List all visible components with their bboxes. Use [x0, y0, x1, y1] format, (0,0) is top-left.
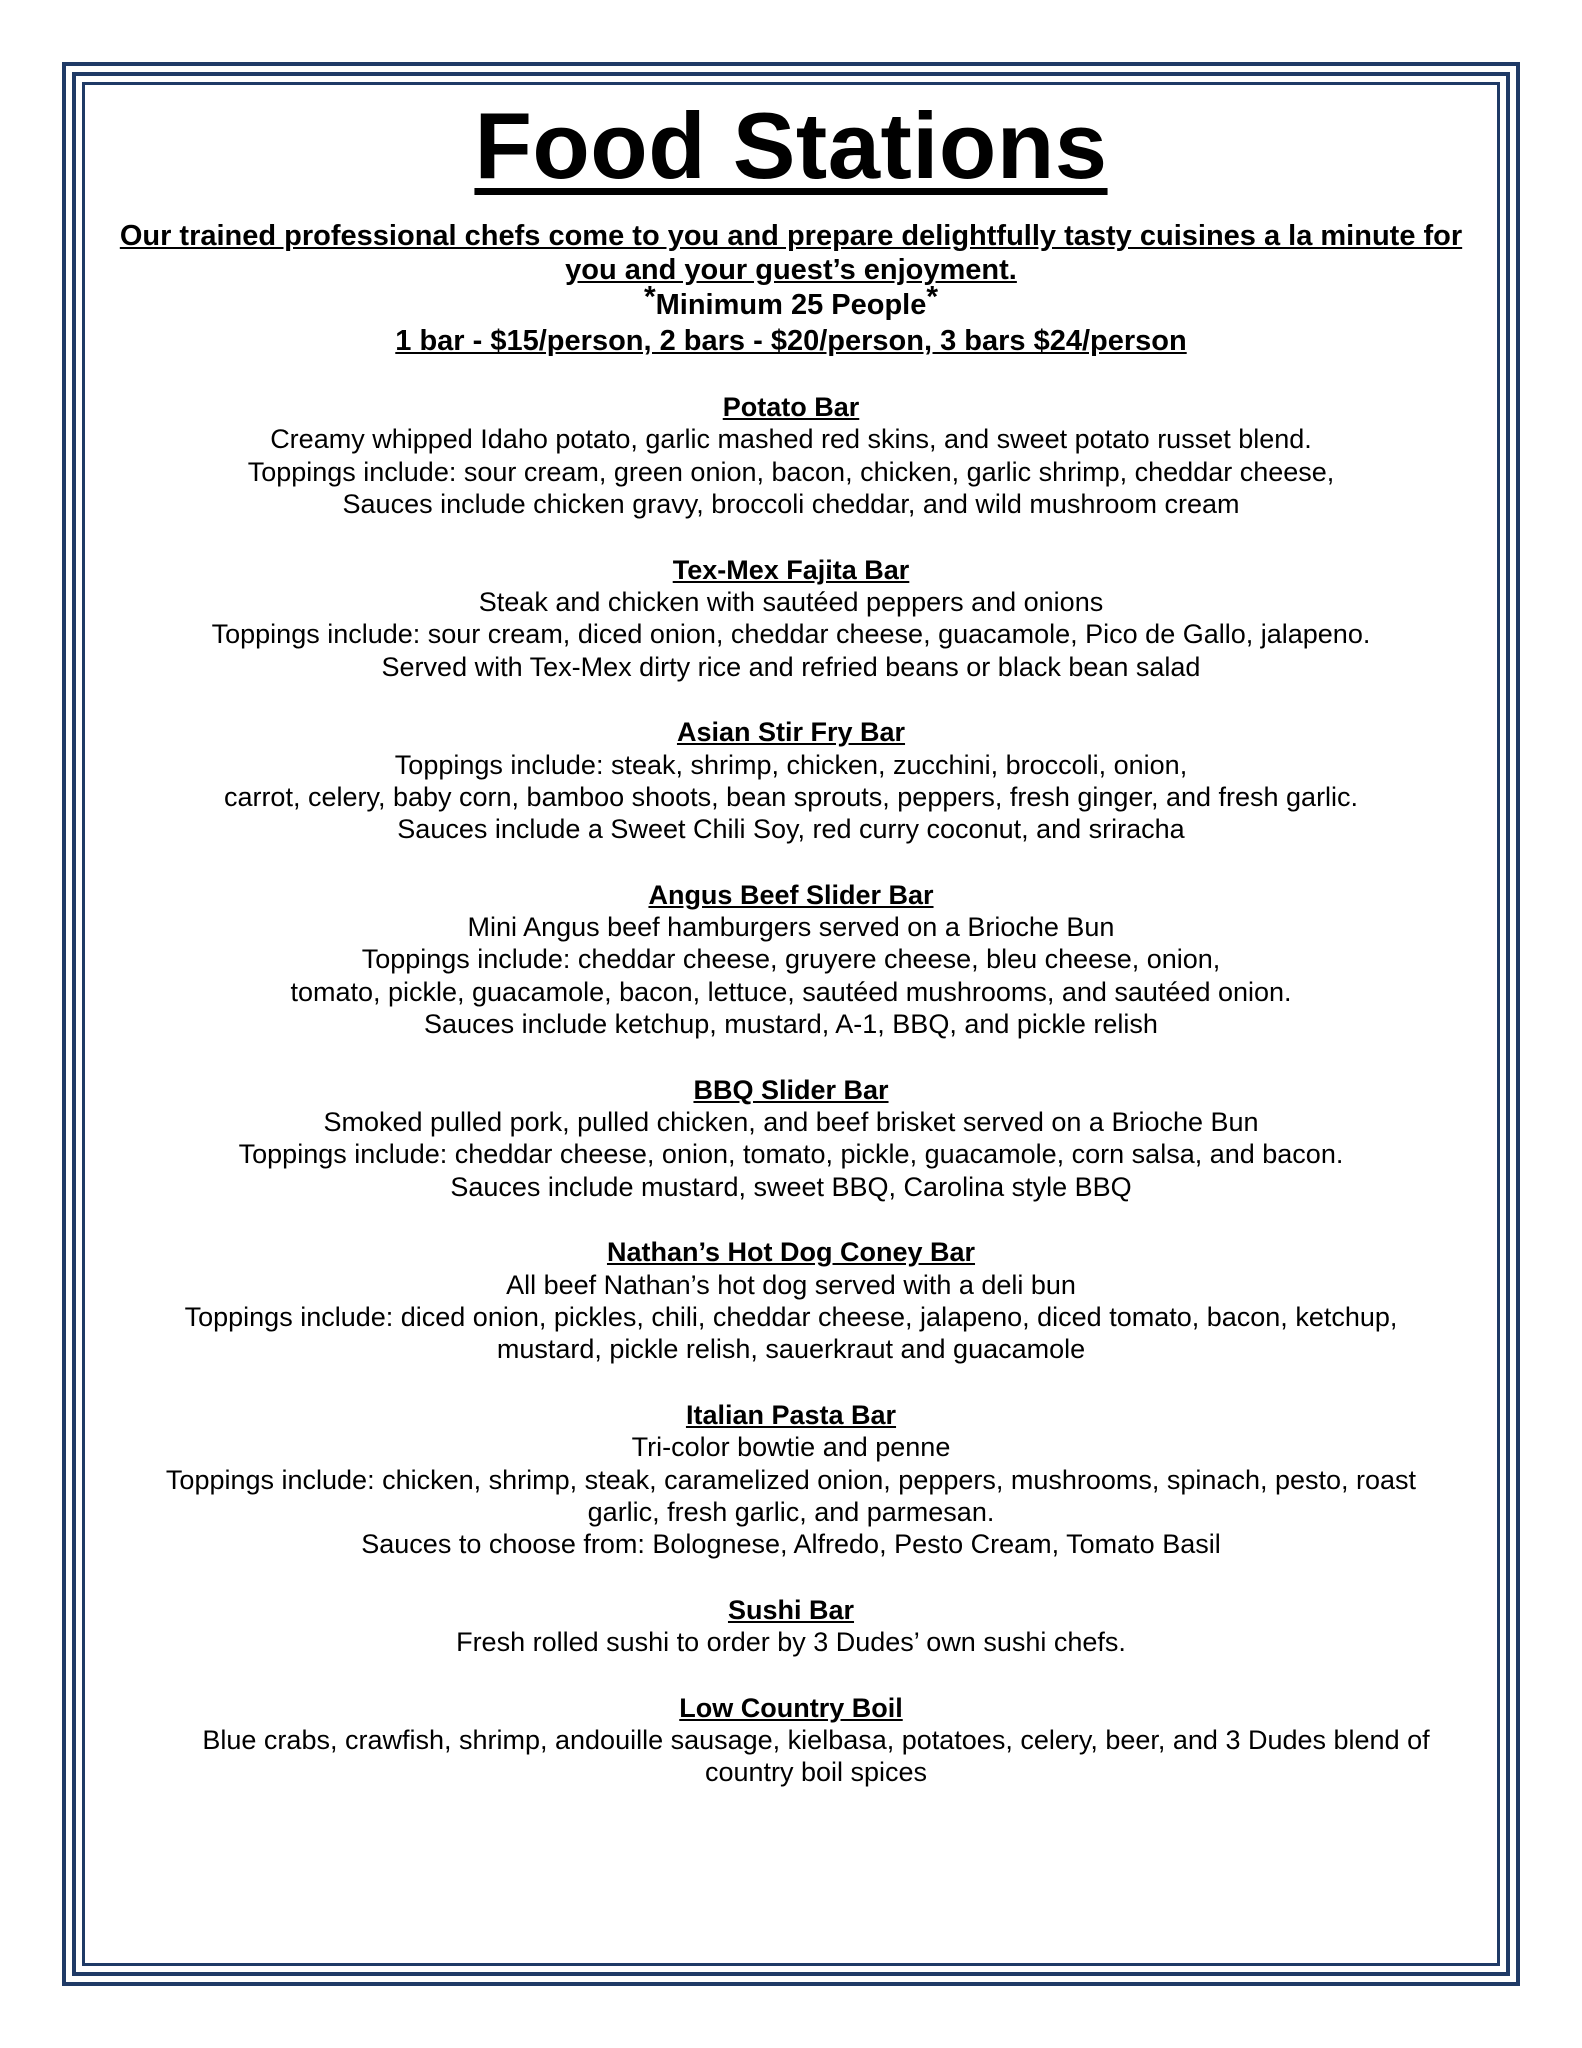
station-description-line: Sauces include ketchup, mustard, A-1, BBQ, and pickle relish — [424, 1009, 1158, 1040]
station-description-line: Sauces include mustard, sweet BBQ, Carolina style BBQ — [450, 1171, 1132, 1202]
station-title: BBQ Slider Bar — [693, 1074, 889, 1105]
station-description-line: carrot, celery, baby corn, bamboo shoots, bean sprouts, peppers, fresh ginger, and fresh garlic. — [223, 781, 1359, 812]
stations-list — [95, 391, 1487, 1789]
station-section — [95, 716, 1487, 846]
page-title: Food Stations — [474, 93, 1108, 198]
station-section — [95, 879, 1487, 1041]
station-section — [95, 1236, 1487, 1366]
station-description-line: Steak and chicken with sautéed peppers and onions — [478, 586, 1104, 617]
station-description-line: country boil spices — [704, 1757, 928, 1788]
asterisk-left: * — [643, 280, 656, 314]
station-title: Nathan’s Hot Dog Coney Bar — [606, 1237, 976, 1268]
station-description-line: garlic, fresh garlic, and parmesan. — [587, 1496, 995, 1527]
station-description-line: Sauces to choose from: Bolognese, Alfredo, Pesto Cream, Tomato Basil — [361, 1529, 1221, 1560]
station-section — [95, 1594, 1487, 1659]
station-title: Asian Stir Fry Bar — [676, 717, 906, 748]
station-description-line: Served with Tex-Mex dirty rice and refried beans or black bean salad — [381, 651, 1201, 682]
station-title: Tex-Mex Fajita Bar — [672, 554, 910, 585]
station-description-line: Mini Angus beef hamburgers served on a Brioche Bun — [467, 912, 1115, 943]
intro-text: Our trained professional chefs come to you and prepare delightfully tasty cuisines a la minute for you and your guest’s enjoyment. — [119, 219, 1463, 286]
minimum-people-text: Minimum 25 People — [655, 288, 927, 321]
station-description-line: Toppings include: diced onion, pickles, chili, cheddar cheese, jalapeno, diced tomato, bacon, ketchup, — [184, 1301, 1398, 1332]
station-description-line: Creamy whipped Idaho potato, garlic mashed red skins, and sweet potato russet blend. — [270, 424, 1312, 455]
station-description-line: All beef Nathan’s hot dog served with a deli bun — [506, 1269, 1076, 1300]
station-section — [95, 554, 1487, 684]
station-description-line: Toppings include: cheddar cheese, onion, tomato, pickle, guacamole, corn salsa, and bacon. — [238, 1139, 1344, 1170]
station-title: Potato Bar — [722, 392, 860, 422]
station-title: Low Country Boil — [679, 1692, 903, 1723]
station-section — [95, 1074, 1487, 1204]
station-title: Sushi Bar — [727, 1594, 855, 1625]
station-description-line: tomato, pickle, guacamole, bacon, lettuce, sautéed mushrooms, and sautéed onion. — [290, 976, 1292, 1007]
station-description-line: Toppings include: chicken, shrimp, steak, caramelized onion, peppers, mushrooms, spinach, pesto, roast — [165, 1464, 1417, 1495]
station-section — [95, 391, 1487, 521]
station-description-line: Blue crabs, crawfish, shrimp, andouille sausage, kielbasa, potatoes, celery, beer, and 3 Dudes blend of — [202, 1724, 1430, 1755]
station-section — [95, 1399, 1487, 1561]
station-description-line: Toppings include: cheddar cheese, gruyere cheese, bleu cheese, onion, — [361, 944, 1221, 975]
station-description-line: Toppings include: sour cream, diced onion, cheddar cheese, guacamole, Pico de Gallo, jalapeno. — [211, 619, 1371, 650]
station-description-line: Toppings include: steak, shrimp, chicken, zucchini, broccoli, onion, — [394, 749, 1188, 780]
station-description-line: Toppings include: sour cream, green onion, bacon, chicken, garlic shrimp, cheddar cheese, — [247, 456, 1335, 487]
asterisk-right: * — [926, 280, 939, 314]
station-description-line: Smoked pulled pork, pulled chicken, and beef brisket served on a Brioche Bun — [323, 1107, 1259, 1138]
station-title: Italian Pasta Bar — [685, 1399, 897, 1430]
station-description-line: Sauces include chicken gravy, broccoli cheddar, and wild mushroom cream — [342, 489, 1240, 520]
menu-content — [95, 95, 1487, 1822]
station-description-line: Fresh rolled sushi to order by 3 Dudes’ own sushi chefs. — [456, 1627, 1126, 1658]
station-title: Angus Beef Slider Bar — [648, 879, 934, 910]
station-description-line: Tri-color bowtie and penne — [631, 1432, 951, 1463]
station-section — [95, 1692, 1487, 1789]
minimum-people-note — [95, 280, 1487, 323]
pricing-line: 1 bar - $15/person, 2 bars - $20/person, 3 bars $24/person — [395, 324, 1187, 357]
station-description-line: Sauces include a Sweet Chili Soy, red curry coconut, and sriracha — [397, 814, 1185, 845]
station-description-line: mustard, pickle relish, sauerkraut and guacamole — [496, 1334, 1086, 1365]
